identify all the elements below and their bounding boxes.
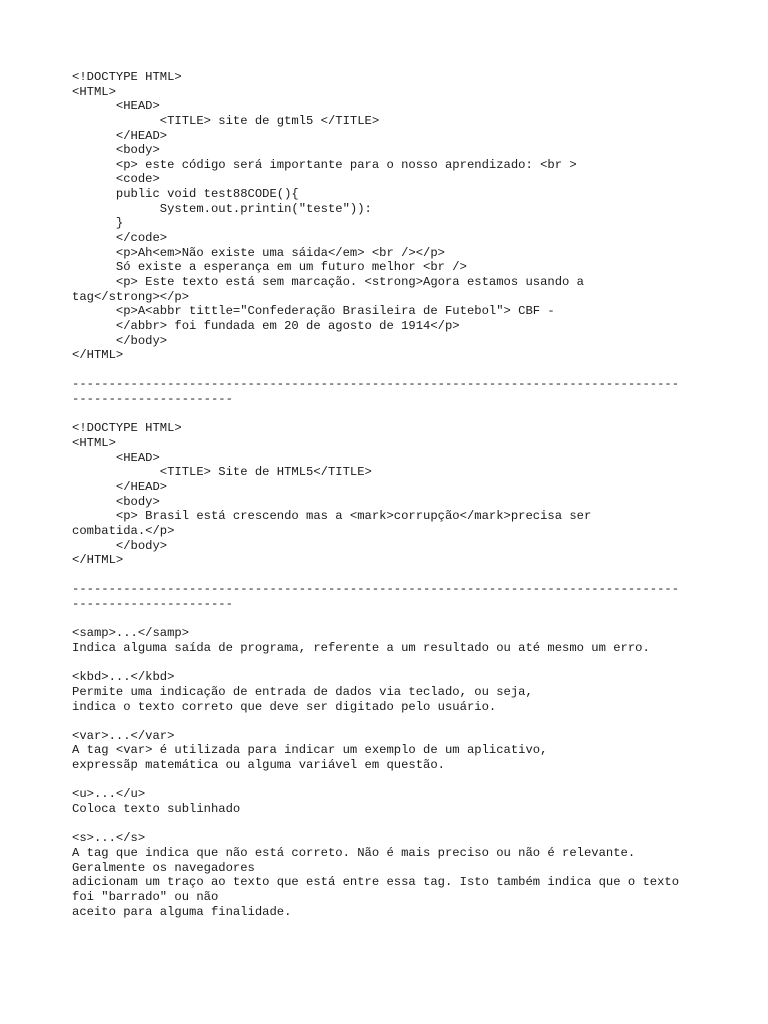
text-line: <code> xyxy=(72,172,160,187)
text-line: } xyxy=(72,216,124,231)
text-line: <p>A<abbr tittle="Confederação Brasileira de Futebol"> CBF - xyxy=(72,304,555,319)
tag-description: aceito para alguma finalidade. xyxy=(72,904,292,919)
separator-line: ----------------------------------------------------------------------------------- xyxy=(72,582,680,597)
text-line: <body> xyxy=(72,143,160,158)
text-line: <HTML> xyxy=(72,84,116,99)
tag-description: Indica alguma saída de programa, referente a um resultado ou até mesmo um erro. xyxy=(72,640,650,655)
tag-heading: <kbd>...</kbd> xyxy=(72,670,175,685)
tag-heading: <samp>...</samp> xyxy=(72,626,190,641)
text-line: tag</strong></p> xyxy=(72,289,190,304)
text-line: <!DOCTYPE HTML> xyxy=(72,70,182,84)
blank-line xyxy=(72,773,712,788)
blank-line xyxy=(72,568,712,583)
tag-heading: <u>...</u> xyxy=(72,787,146,802)
document-page xyxy=(72,70,712,919)
text-line: </HEAD> xyxy=(72,479,168,494)
text-line: System.out.printin("teste")): xyxy=(72,201,372,216)
tag-heading: <var>...</var> xyxy=(72,728,175,743)
tag-description: Permite uma indicação de entrada de dados via teclado, ou seja, xyxy=(72,684,533,699)
text-line: </HEAD> xyxy=(72,128,168,143)
tag-description: A tag <var> é utilizada para indicar um exemplo de um aplicativo, xyxy=(72,743,548,758)
text-line: </abbr> foi fundada em 20 de agosto de 1914</p> xyxy=(72,318,460,333)
text-line: </code> xyxy=(72,231,168,246)
text-line: </HTML> xyxy=(72,348,124,363)
tag-description: expressãp matemática ou alguma variável em questão. xyxy=(72,758,445,773)
tag-description: Coloca texto sublinhado xyxy=(72,802,241,817)
tag-description: adicionam um traço ao texto que está entre essa tag. Isto também indica que o texto xyxy=(72,875,680,890)
blank-line xyxy=(72,612,712,627)
tag-description: A tag que indica que não está correto. Não é mais preciso ou não é relevante. xyxy=(72,845,636,860)
tag-description: Geralmente os navegadores xyxy=(72,860,255,875)
blank-line xyxy=(72,656,712,671)
text-line: <TITLE> Site de HTML5</TITLE> xyxy=(72,465,372,480)
text-line: <!DOCTYPE HTML> xyxy=(72,421,182,436)
text-line: <p>Ah<em>Não existe uma sáida</em> <br /></p> xyxy=(72,245,445,260)
text-line: combatida.</p> xyxy=(72,523,175,538)
separator-line: ---------------------- xyxy=(72,392,233,407)
text-line: </body> xyxy=(72,333,168,348)
text-line: </body> xyxy=(72,538,168,553)
text-line: Só existe a esperança em um futuro melhor <br /> xyxy=(72,260,467,275)
text-line: <HTML> xyxy=(72,436,116,451)
separator-line: ----------------------------------------------------------------------------------- xyxy=(72,377,680,392)
tag-heading: <s>...</s> xyxy=(72,831,146,846)
text-line: <p> Brasil está crescendo mas a <mark>corrupção</mark>precisa ser xyxy=(72,509,592,524)
text-line: <p> este código será importante para o nosso aprendizado: <br > xyxy=(72,157,577,172)
blank-line xyxy=(72,817,712,832)
text-line: </HTML> xyxy=(72,553,124,568)
text-line: <body> xyxy=(72,494,160,509)
tag-description: indica o texto correto que deve ser digitado pelo usuário. xyxy=(72,699,497,714)
text-line: <TITLE> site de gtml5 </TITLE> xyxy=(72,113,380,128)
text-line: <HEAD> xyxy=(72,99,160,114)
blank-line xyxy=(72,407,712,422)
blank-line xyxy=(72,363,712,378)
blank-line xyxy=(72,714,712,729)
text-line: <p> Este texto está sem marcação. <strong>Agora estamos usando a xyxy=(72,274,584,289)
text-line: <HEAD> xyxy=(72,450,160,465)
text-line: public void test88CODE(){ xyxy=(72,187,299,202)
tag-description: foi "barrado" ou não xyxy=(72,889,219,904)
separator-line: ---------------------- xyxy=(72,597,233,612)
